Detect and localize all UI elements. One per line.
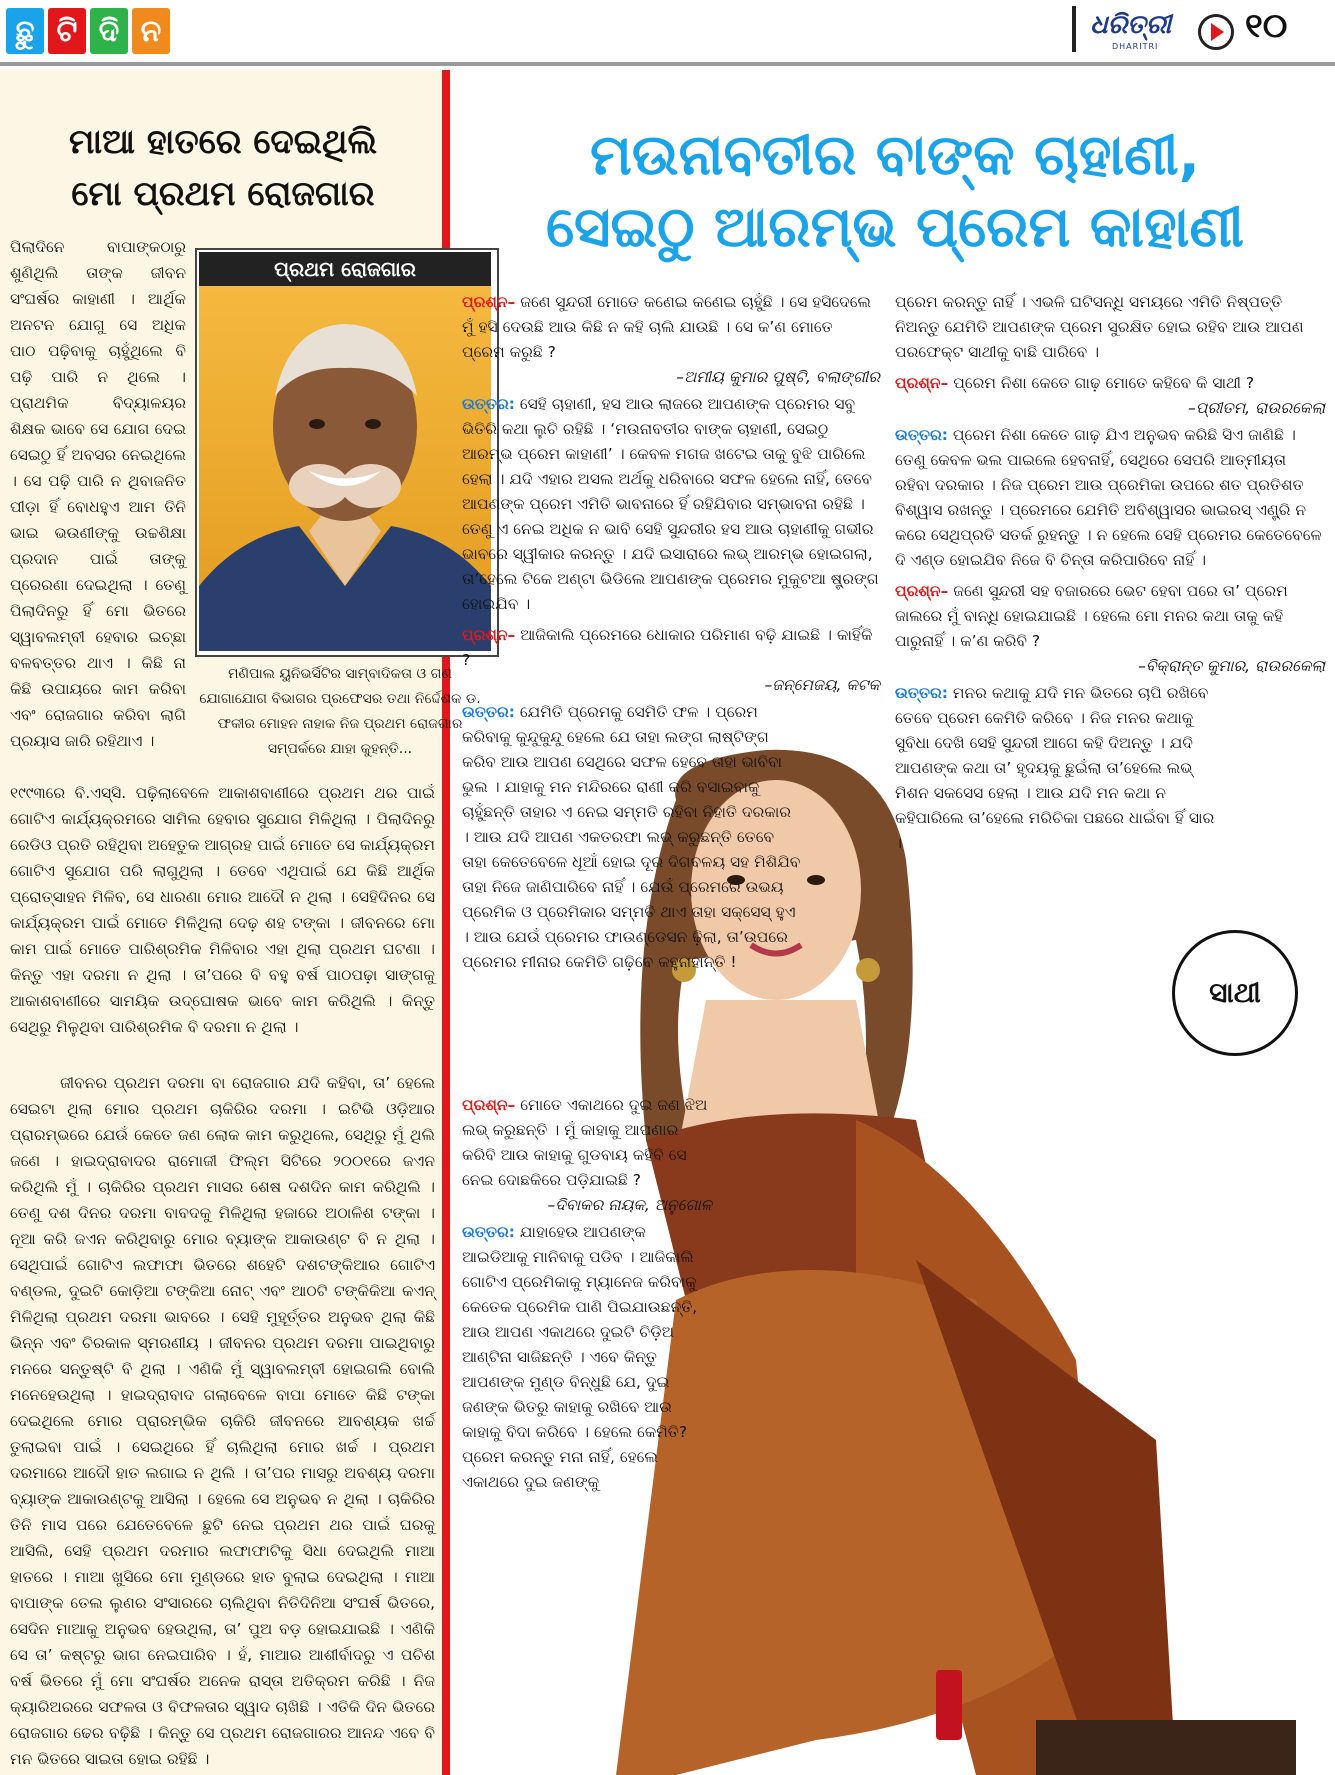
man-portrait-illustration	[199, 286, 491, 651]
question-signature: –ଦିବାକର ନାୟକ, ଅନୁଗୋଳ	[547, 1196, 712, 1214]
masthead	[0, 0, 1335, 62]
answer-text: ମନର କଥାକୁ ଯଦି ମନ ଭିତରେ ଚାପି ରଖିବେ ତେବେ ପ୍ରେମ କେମିତି କରିବେ । ନିଜ ମନର କଥାକୁ ସୁବିଧା ଦେଖି ସେହି ସୁନ୍ଦରୀ ଆଗେ କହି ଦିଅନ୍ତୁ । ଯଦି ଆପଣଙ୍କ କଥା ତା’ ହୃଦୟକୁ ଛୁଇଁଲା ତା’ହେଲେ ଲଭ୍ ମିଶନ ସକସେସ ହେଲା । ଆଉ ଯଦି ମନ କଥା ନ କହିପାରିଲେ ତା’ହେଲେ ମରିଚିକା ପଛରେ ଧାଇଁବା ହିଁ ସାର ।	[895, 684, 1215, 852]
qa-column-1	[462, 290, 880, 981]
portrait-photo	[199, 286, 491, 651]
answer-block	[895, 423, 1325, 573]
question-block	[895, 579, 1325, 679]
play-icon	[1198, 14, 1234, 50]
brand-logo: ଧରିତ୍ରୀ	[1090, 10, 1172, 40]
left-paragraph-3: ଜୀବନର ପ୍ରଥମ ଦରମା ବା ରୋଜଗାର ଯଦି କହିବା, ତା’ ହେଲେ ସେଇଟା ଥିଲା ମୋର ପ୍ରଥମ ଚାକିରିର ଦରମା । ଇଟିଭି ଓଡ଼ିଆର ପ୍ରାରମ୍ଭରେ ଯେଉଁ କେତେ ଜଣ ଲୋକ କାମ କରୁଥିଲେ, ସେଥିରୁ ମୁଁ ଥିଲି ଜଣେ । ହାଇଦ୍ରାବାଦର ରାମୋଜୀ ଫିଲ୍ମ ସିଟିରେ ୨୦୦୧ରେ ଜଏନ କରିଥିଲି ମୁଁ । ଚାକିରିର ପ୍ରଥମ ମାସର ଶେଷ ଦଶଦିନ କାମ କରିଥିଲି । ତେଣୁ ଦଶ ଦିନର ଦରମା ବାବଦକୁ ମିଳିଥିଲା ହଜାରେ ଅଠାଳିଶ ଟଙ୍କା । ନୂଆ କରି ଜଏନ କରିଥିବାରୁ ମୋର ବ୍ୟାଙ୍କ ଆକାଉଣ୍ଟ ବି ନ ଥିଲା । ସେଥିପାଇଁ ଗୋଟିଏ ଲଫାଫା ଭିତରେ ଶହେଟି ଦଶଟଙ୍କିଆର ଗୋଟିଏ ବଣ୍ଡଲ, ଦୁଇଟି କୋଡ଼ିଆ ଟଙ୍କିଆ ନୋଟ୍ ଏବଂ ଆଠଟି ଟଙ୍କିକିଆ କଏନ୍ ମିଳିଥିଲା ପ୍ରଥମ ଦରମା ଭାବରେ । ସେହି ମୁହୂର୍ତ୍ତର ଅନୁଭବ ଥିଲା କିଛି ଭିନ୍ନ ଏବଂ ଚିରକାଳ ସ୍ମରଣୀୟ । ଜୀବନର ପ୍ରଥମ ଦରମା ପାଇଥିବାରୁ ମନରେ ସନ୍ତୁଷ୍ଟି ବି ଥିଲା । ଏଣିକି ମୁଁ ସ୍ୱାବଲମ୍ବୀ ହୋଇଗଲି ବୋଲି ମନେହେଉଥିଲା । ହାଇଦ୍ରାବାଦ ଗଲାବେଳେ ବାପା ମୋତେ କିଛି ଟଙ୍କା ଦେଇଥିଲେ ମୋର ପ୍ରାରମ୍ଭିକ ଚାକିରି ଜୀବନରେ ଆବଶ୍ୟକ ଖର୍ଚ୍ଚ ତୁଲାଇବା ପାଇଁ । ସେଇଥିରେ ହିଁ ଚାଲିଥିଲା ମୋର ଖର୍ଚ୍ଚ । ପ୍ରଥମ ଦରମାରେ ଆଦୌ ହାତ ଲଗାଇ ନ ଥିଲି । ତା’ପର ମାସରୁ ଅବଶ୍ୟ ଦରମା ବ୍ୟାଙ୍କ ଆକାଉଣ୍ଟକୁ ଆସିଲା । ହେଲେ ସେ ଅନୁଭବ ନ ଥିଲା । ଚାକିରିର ତିନି ମାସ ପରେ ଯେତେବେଳେ ଛୁଟି ନେଇ ପ୍ରଥମ ଥର ପାଇଁ ଘରକୁ ଆସିଲି, ସେହି ପ୍ରଥମ ଦରମାର ଲଫାଫାଟିକୁ ସିଧା ଦେଇଥିଲି ମାଆ ହାତରେ । ମାଆ ଖୁସିରେ ମୋ ମୁଣ୍ଡରେ ହାତ ବୁଲାଇ ଦେଇଥିଲା । ମାଆ ବାପାଙ୍କ ତେଲ ଲୁଣର ସଂସାରରେ ଚାଲିଥିବା ନିତିଦିନିଆ ସଂଘର୍ଷ ଭିତରେ, ସେଦିନ ମାଆକୁ ଅନୁଭବ ହେଉଥିଲା, ତା’ ପୁଅ ବଡ଼ ହୋଇଯାଇଛି । ଏଣିକି ସେ ତା’ କଷ୍ଟରୁ ଭାଗ ନେଇପାରିବ । ହଁ, ମାଆର ଆଶୀର୍ବାଦରୁ ଏ ପଚିଶ ବର୍ଷ ଭିତରେ ମୁଁ ମୋ ସଂଘର୍ଷର ଅନେକ ରାସ୍ତା ଅତିକ୍ରମ କରିଛି । ନିଜ କ୍ୟାରିଅରରେ ସଫଳତା ଓ ବିଫଳତାର ସ୍ୱାଦ ଚାଖିଛି । ଏତିକି ଦିନ ଭିତରେ ରୋଜଗାର ଢେର ବଢ଼ିଛି । କିନ୍ତୁ ସେ ପ୍ରଥମ ରୋଜଗାରର ଆନନ୍ଦ ଏବେ ବି ମନ ଭିତରେ ସାଇତା ହୋଇ ରହିଛି ।	[10, 1074, 435, 1768]
headline-line2: ସେଇଠୁ ଆରମ୍ଭ ପ୍ରେମ କାହାଣୀ	[545, 195, 1244, 260]
answer-text: ପ୍ରେମ ନିଶା କେତେ ଗାଢ଼ ଯିଏ ଅନୁଭବ କରିଛି ସିଏ ଜାଣିଛି । ତେଣୁ କେବଳ ଭଲ ପାଇଲେ ହେବନାହିଁ, ସେଥିରେ ସେପରି ଆତ୍ମୀୟତା ରହିବା ଦରକାର । ନିଜ ପ୍ରେମ ଆଉ ପ୍ରେମିକା ଉପରେ ଶତ ପ୍ରତିଶତ ବିଶ୍ୱାସ ରଖନ୍ତୁ । ପ୍ରେମରେ ଯେମିତି ଅବିଶ୍ୱାସର ଭାଇରସ୍ ଏଣ୍ଟ୍ରି ନ କରେ ସେଥିପ୍ରତି ସତର୍କ ରୁହନ୍ତୁ । ନ ହେଲେ ସେହି ପ୍ରେମର କେତେବେଳେ ଦି ଏଣ୍ଡ ହୋଇଯିବ ନିଜେ ବି ଚିନ୍ତା କରିପାରିବେ ନାହିଁ ।	[895, 426, 1322, 569]
question-text: ମୋତେ ଏକାଥରେ ଦୁଇ ଜଣ ଝିଅ ଲଭ୍ କରୁଛନ୍ତି । ମୁଁ କାହାକୁ ଆପଣାର କରିବି ଆଉ କାହାକୁ ଗୁଡବାୟ କହିବି ସେ ନେଇ ଦୋଛକିରେ ପଡ଼ିଯାଇଛି ?	[462, 1096, 708, 1189]
section-letter-2: ଟି	[48, 8, 86, 54]
photo-caption: ମଣିପାଲ ୟୁନିଭର୍ସିଟିର ସାମ୍ବାଦିକତା ଓ ଗଣ ଯୋଗାଯୋଗ ବିଭାଗର ପ୍ରଫେସର ତଥା ନିର୍ଦ୍ଦେଶକ ଡ. ଫକୀର ମୋହନ ନାହାକ ନିଜ ପ୍ରଥମ ରୋଜଗାର ସମ୍ପର୍କରେ ଯାହା କୁହନ୍ତି...	[199, 666, 481, 757]
section-letter-4: ନ	[132, 8, 170, 54]
page-number: ୧୦	[1245, 6, 1288, 46]
left-headline-line2: ମୋ ପ୍ରଥମ ରୋଜଗାର	[71, 174, 375, 214]
answer-block	[895, 681, 1225, 856]
answer-label: ଉତ୍ତର:	[895, 684, 948, 702]
answer-text: ସେହି ଚାହାଣୀ, ହସ ଆଉ ଲାଜରେ ଆପଣଙ୍କ ପ୍ରେମର ସବୁ ଭିତିରି କଥା ଲୁଚି ରହିଛି । ‘ମଉନାବତୀର ବାଙ୍କ ଚାହାଣୀ, ସେଇଠୁ ଆରମ୍ଭ ପ୍ରେମ କାହାଣୀ’ । କେବଳ ମଗଜ ଖଟେଇ ତାକୁ ବୁଝି ପାରିଲେ ହେଲା । ଯଦି ଏହାର ଅସଲ ଅର୍ଥକୁ ଧରିବାରେ ସଫଳ ହେଲେ ନାହିଁ, ତେବେ ଆପଣଙ୍କ ପ୍ରେମ ଏମିତି ଭାବନାରେ ହିଁ ରହିଯିବାର ସମ୍ଭାବନା ରହିଛି । ତେଣୁ ଏ ନେଇ ଅଧିକ ନ ଭାବି ସେହି ସୁନ୍ଦରୀର ହସ ଆଉ ଚାହାଣୀକୁ ଗଭୀର ଭାବରେ ସ୍ୱୀକାର କରନ୍ତୁ । ଯଦି ଇସାରାରେ ଲଭ୍ ଆରମ୍ଭ ହୋଇଗଲା, ତା’ହେଲେ ଟିକେ ଅଣ୍ଟା ଭିଡିଲେ ଆପଣଙ୍କ ପ୍ରେମର ମୁକୁଟଆ ଷ୍ଟ୍ରଙ୍ଗ ହୋଇଯିବ ।	[462, 395, 879, 613]
saathi-badge: ସାଥୀ	[1172, 930, 1298, 1056]
answer-text: ଯାହାହେଉ ଆପଣଙ୍କ ଆଇଡିଆକୁ ମାନିବାକୁ ପଡିବ । ଆଜିକାଲି ଗୋଟିଏ ପ୍ରେମିକାକୁ ମ୍ୟାନେଜ କରିବାକୁ କେତେକ ପ୍ରେମିକ ପାଣି ପିଇଯାଉଛନ୍ତି, ଆଉ ଆପଣ ଏକାଥରେ ଦୁଇଟି ଚିଡ଼ିଅ ଆଣ୍ଟିନା ସାଜିଛନ୍ତି । ଏବେ କିନ୍ତୁ ଆପଣଙ୍କ ମୁଣ୍ଡ ବିନ୍ଧୁଛି ଯେ, ଦୁଇ ଜଣଙ୍କ ଭିତରୁ କାହାକୁ ରଖିବେ ଆଉ କାହାକୁ ବିଦା କରିବେ । ହେଲେ କେମିତି? ପ୍ରେମ କରନ୍ତୁ ମନା ନାହିଁ, ହେଲେ ଏକାଥରେ ଦୁଇ ଜଣଙ୍କୁ	[462, 1223, 698, 1491]
main-headline	[462, 120, 1328, 264]
answer-block	[462, 392, 880, 617]
question-label: ପ୍ରଶ୍ନ–	[462, 1096, 516, 1114]
question-signature: –ପ୍ରୀତମ, ରାଉରକେଲା	[1188, 399, 1325, 417]
question-label: ପ୍ରଶ୍ନ–	[462, 293, 516, 311]
header-rule	[0, 62, 1335, 66]
answer-block	[462, 700, 802, 975]
left-headline-line1: ମାଆ ହାତରେ ଦେଇଥିଲି	[68, 122, 378, 162]
headline-line1: ମଉନାବତୀର ବାଙ୍କ ଚାହାଣୀ,	[590, 123, 1200, 188]
question-label: ପ୍ରଶ୍ନ–	[895, 582, 949, 600]
question-block	[895, 371, 1325, 421]
question-signature: –ଅମୀୟ କୁମାର ପୁଷ୍ଟି, ବଲାଙ୍ଗୀର	[676, 368, 880, 386]
question-label: ପ୍ରଶ୍ନ–	[895, 374, 949, 392]
answer-label: ଉତ୍ତର:	[462, 703, 515, 721]
photo-label: ପ୍ରଥମ ରୋଜଗାର	[199, 252, 491, 286]
header-divider	[1072, 6, 1076, 52]
question-label: ପ୍ରଶ୍ନ–	[462, 626, 516, 644]
answer-label: ଉତ୍ତର:	[462, 1223, 515, 1241]
question-text: ଜଣେ ସୁନ୍ଦରୀ ମୋତେ କଣେଇ କଣେଇ ଚାହୁଁଛି । ସେ ହସିଦେଲେ ମୁଁ ହସି ଦେଉଛି ଆଉ କିଛି ନ କହି ଚାଲି ଯାଉଛି । ସେ କ’ଣ ମୋତେ ପ୍ରେମ କରୁଛି ?	[462, 293, 872, 361]
answer-label: ଉତ୍ତର:	[462, 395, 515, 413]
section-letter-1: ଛୁ	[6, 8, 44, 54]
continued-answer: ପ୍ରେମ କରନ୍ତୁ ନାହିଁ । ଏଭଳି ଘଟିସନ୍ଧି ସମୟରେ ଏମିତି ନିଷ୍ପତ୍ତି ନିଅନ୍ତୁ ଯେମିତି ଆପଣଙ୍କ ପ୍ରେମ ସୁରକ୍ଷିତ ହୋଇ ରହିବ ଆଉ ଆପଣ ପରଫେକ୍ଟ ସାଥୀକୁ ବାଛି ପାରିବେ ।	[895, 293, 1304, 361]
answer-text: ଯେମିତି ପ୍ରେମକୁ ସେମିତି ଫଳ । ପ୍ରେମ କରିବାକୁ କୁନ୍ଦୁକୁନ୍ଦୁ ହେଲେ ଯେ ତାହା ଲଙ୍ଗ ଲାଷ୍ଟିଙ୍ଗ କରିବ ଆଉ ଆପଣ ସେଥିରେ ସଫଳ ହେବେ ତାହା ଭାବିବା ଭୁଲ । ଯାହାକୁ ମନ ମନ୍ଦିରରେ ରାଣୀ କରି ବସାଇବାକୁ ଚାହୁଁଛନ୍ତି ତାହାର ଏ ନେଇ ସମ୍ମତି ରହିବା ନିହାତି ଦରକାର । ଆଉ ଯଦି ଆପଣ ଏକତରଫା ଲଭ୍ କରୁଛନ୍ତି ତେବେ ତାହା କେତେବେଳେ ଧୂଆଁ ହୋଇ ଦୂର ଦିଗବଳୟ ସହ ମିଶିଯିବ ତାହା ନିଜେ ଜାଣିପାରିବେ ନାହିଁ । ଯେଉଁ ପ୍ରେମରେ ଉଭୟ ପ୍ରେମିକ ଓ ପ୍ରେମିକାର ସମ୍ମତି ଥାଏ ତାହା ସକ୍‌ସେସ୍ ହୁଏ । ଆଉ ଯେଉଁ ପ୍ରେମର ଫାଉଣ୍ଡେସନ ଢ଼ିଲା, ତା’ଉପରେ ପ୍ରେମର ମୀନାର କେମିତି ଗଢ଼ିବେ କହୁନାହାନ୍ତି !	[462, 703, 801, 971]
brand-subtitle: DHARITRI	[1112, 42, 1159, 51]
question-block	[462, 623, 880, 698]
left-paragraph-2: ୧୯୯୩ରେ ବି.ଏସ୍‌ସି. ପଢ଼ିଲାବେଳେ ଆକାଶବାଣୀରେ ପ୍ରଥମ ଥର ପାଇଁ ଗୋଟିଏ କାର୍ଯ୍ୟକ୍ରମରେ ସାମିଲ ହେବାର ସୁଯୋଗ ମିଳିଥିଲା । ପିଲାଦିନରୁ ରେଡିଓ ପ୍ରତି ରହିଥିବା ଅହେତୁକ ଆଗ୍ରହ ପାଇଁ ମୋତେ ସେ କାର୍ଯ୍ୟକ୍ରମ ଗୋଟିଏ ସୁଯୋଗ ପରି ଲାଗୁଥିଲା । ତେବେ ଏଥିପାଇଁ ଯେ କିଛି ଆର୍ଥିକ ପ୍ରୋତ୍ସାହନ ମିଳିବ, ସେ ଧାରଣା ମୋର ଆଦୌ ନ ଥିଲା । ସେହିଦିନର ସେ କାର୍ଯ୍ୟକ୍ରମ ପାଇଁ ମୋତେ ମିଳିଥିଲା ଦେଢ଼ ଶହ ଟଙ୍କା । ଜୀବନରେ ମୋ କାମ ପାଇଁ ମୋତେ ପାରିଶ୍ରମିକ ମିଳିବାର ଏହା ଥିଲା ପ୍ରଥମ ଘଟଣା । କିନ୍ତୁ ଏହା ଦରମା ନ ଥିଲା । ତା’ପରେ ବି ବହୁ ବର୍ଷ ପାଠପଢ଼ା ସାଙ୍ଗକୁ ଆକାଶବାଣୀରେ ସାମୟିକ ଉଦ୍‌ଘୋଷକ ଭାବେ କାମ କରିଥିଲି । କିନ୍ତୁ ସେଥିରୁ ମିଳୁଥିବା ପାରିଶ୍ରମିକ ବି ଦରମା ନ ଥିଲା ।	[10, 784, 435, 1036]
question-text: ଜଣେ ସୁନ୍ଦରୀ ସହ ବଜାରରେ ଭେଟ ହେବା ପରେ ତା’ ପ୍ରେମ ଜାଲରେ ମୁଁ ବାନ୍ଧି ହୋଇଯାଇଛି । ହେଲେ ମୋ ମନର କଥା ତାକୁ କହି ପାରୁନାହିଁ । କ’ଣ କରିବି ?	[895, 582, 1288, 650]
section-letter-3: ଦି	[90, 8, 128, 54]
qa-column-2	[895, 290, 1325, 856]
question-signature: –ବିକ୍ରାନ୍ତ କୁମାର, ରାଉରକେଲା	[1138, 657, 1325, 675]
question-text: ଆଜିକାଲି ପ୍ରେମରେ ଧୋକାର ପରିମାଣ ବଢ଼ି ଯାଇଛି । କାହିଁକି ?	[462, 626, 873, 669]
question-block	[462, 290, 880, 390]
qa-column-1-lower	[462, 1093, 712, 1495]
question-block	[462, 1093, 712, 1218]
question-text: ପ୍ରେମ ନିଶା କେତେ ଗାଢ଼ ମୋତେ କହିବେ କି ସାଥୀ ?	[953, 374, 1255, 392]
question-signature: –ଜନ୍ମେଜୟ, କଟକ	[764, 676, 880, 694]
left-paragraph-1: ପିଲାଦିନେ ବାପାଙ୍କଠାରୁ ଶୁଣିଥିଲି ତାଙ୍କ ଜୀବନ ସଂଘର୍ଷର କାହାଣୀ । ଆର୍ଥିକ ଅନଟନ ଯୋଗୁ ସେ ଅଧିକ ପାଠ ପଢ଼ିବାକୁ ଚାହୁଁଥିଲେ ବି ପଢ଼ି ପାରି ନ ଥିଲେ । ପ୍ରାଥମିକ ବିଦ୍ୟାଳୟର ଶିକ୍ଷକ ଭାବେ ସେ ଯୋଗ ଦେଇ ସେଇଠୁ ହିଁ ଅବସର ନେଇଥିଲେ । ସେ ପଢ଼ି ପାରି ନ ଥିବାଜନିତ ପୀଡ଼ା ହିଁ ବୋଧହୁଏ ଆମ ତିନି ଭାଇ ଭଉଣୀଙ୍କୁ ଉଚ୍ଚଶିକ୍ଷା ପ୍ରଦାନ ପାଇଁ ତାଙ୍କୁ ପ୍ରେରଣା ଦେଇଥିଲା । ତେଣୁ ପିଲାଦିନରୁ ହିଁ ମୋ ଭିତରେ ସ୍ୱାବଲମ୍ବୀ ହେବାର ଇଚ୍ଛା ବଳବତ୍ତର ଥାଏ । କିଛି ନା କିଛି ଉପାୟରେ କାମ କରିବା ଏବଂ ରୋଜଗାର କରିବା ଲାଗି ପ୍ରୟାସ ଜାରି ରହିଥାଏ ।	[10, 238, 186, 750]
answer-label: ଉତ୍ତର:	[895, 426, 948, 444]
answer-block	[462, 1220, 712, 1495]
